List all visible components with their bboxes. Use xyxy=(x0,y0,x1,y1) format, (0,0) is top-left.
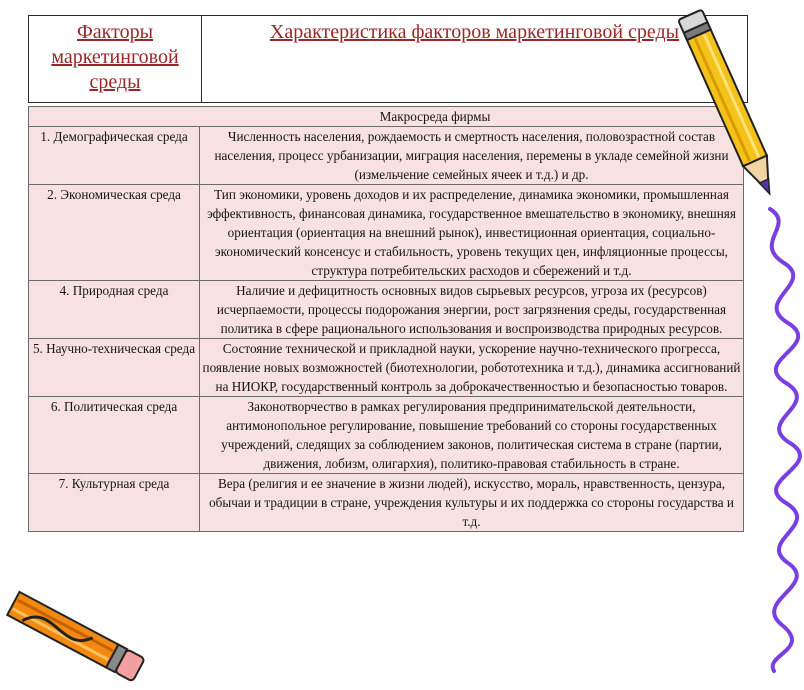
table-row xyxy=(29,474,744,532)
description-cell: Наличие и дефицитность основных видов сырьевых ресурсов, угроза их (ресурсов) исчерпаемости, процессы подорожания энергии, рост загрязнения среды, государственная политика в сфере рационального использования и воспроизводства природных ресурсов. xyxy=(200,281,744,339)
factor-cell: 2. Экономическая среда xyxy=(29,185,200,281)
section-title: Макросреда фирмы xyxy=(29,107,744,127)
factor-cell: 5. Научно-техническая среда xyxy=(29,339,200,397)
factor-cell: 6. Политическая среда xyxy=(29,397,200,474)
factors-table xyxy=(28,106,744,532)
description-cell: Численность населения, рождаемость и смертность населения, половозрастной состав населения, процесс урбанизации, миграция населения, перемены в укладе семейной жизни (измельчение семейных ячеек и т.д.) и др. xyxy=(200,127,744,185)
table-row xyxy=(29,281,744,339)
pencil-icon xyxy=(676,0,786,215)
description-cell: Законотворчество в рамках регулирования предпринимательской деятельности, антимонопольное регулирование, повышение требований со стороны государственных учреждений, следящих за соблюдением законов, политическая система в стране (партии, движения, лобизм, олигархия), политико-правовая стабильность в стране. xyxy=(200,397,744,474)
factor-cell: 7. Культурная среда xyxy=(29,474,200,532)
table-row xyxy=(29,127,744,185)
header-factors: Факторы маркетинговой среды xyxy=(29,16,202,103)
table-row xyxy=(29,339,744,397)
description-cell: Тип экономики, уровень доходов и их распределение, динамика экономики, промышленная эффективность, финансовая динамика, государственное вмешательство в экономику, внешняя ориентация (ориентация на внешний рынок), инвестиционная ориентация, социально-экономический консенсус и стабильность, уровень текущих цен, инфляционные процессы, структура потребительских расходов и сбережений и т.д. xyxy=(200,185,744,281)
table-row xyxy=(29,397,744,474)
description-cell: Состояние технической и прикладной науки, ускорение научно-технического прогресса, появление новых возможностей (биотехнологии, робототехника и т.д.), динамика ассигнований на НИОКР, государственный контроль за доброкачественностью и безопасностью товаров. xyxy=(200,339,744,397)
spiral-decoration-icon xyxy=(744,205,804,675)
table-row xyxy=(29,185,744,281)
orange-pencil-icon xyxy=(0,590,160,690)
section-row xyxy=(29,107,744,127)
description-cell: Вера (религия и ее значение в жизни людей), искусство, мораль, нравственность, цензура, обычаи и традиции в стране, учреждения культуры и их поддержка со стороны государства и т.д. xyxy=(200,474,744,532)
factor-cell: 1. Демографическая среда xyxy=(29,127,200,185)
header-characteristics: Характеристика факторов маркетинговой среды xyxy=(202,16,748,103)
factor-cell: 4. Природная среда xyxy=(29,281,200,339)
header-table xyxy=(28,15,748,103)
